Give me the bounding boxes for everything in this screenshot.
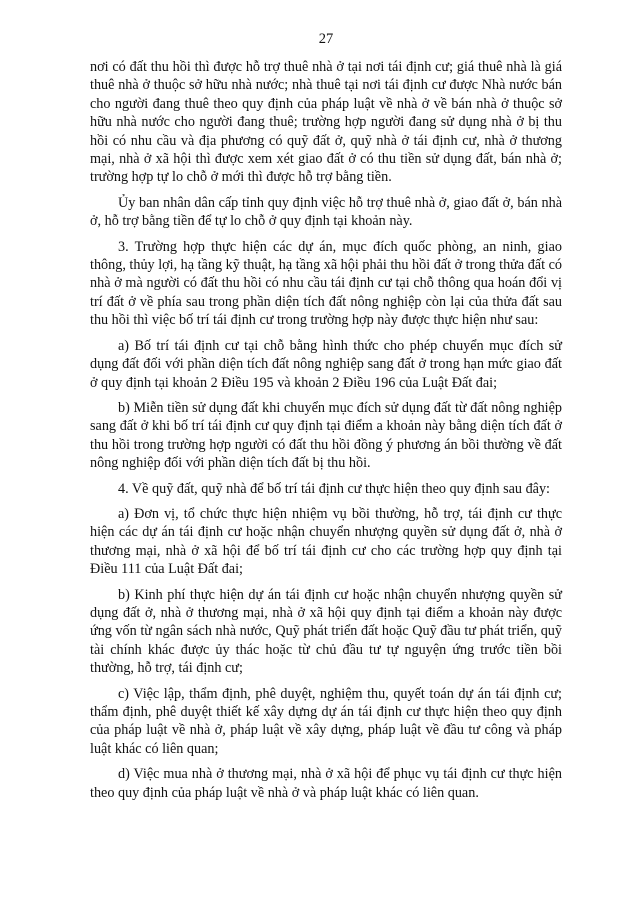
paragraph-clause-3: 3. Trường hợp thực hiện các dự án, mục đích quốc phòng, an ninh, giao thông, thủy lợi, hạ tầng kỹ thuật, hạ tầng xã hội phải thu hồi đất ở trong thửa đất có nhà ở mà người có đất thu hồi có nhu cầu tái định cư tại chỗ thông qua hoán đổi vị trí đất ở về phía sau trong phần diện tích đất nông nghiệp còn lại của thửa đất sau thu hồi thì việc bố trí tái định cư trong trường hợp này được thực hiện như sau: <box>90 238 562 329</box>
paragraph-clause-4a: a) Đơn vị, tổ chức thực hiện nhiệm vụ bồi thường, hỗ trợ, tái định cư thực hiện các dự án tái định cư hoặc nhận chuyển nhượng quyền sử dụng đất ở, nhà ở thương mại, nhà ở xã hội để bố trí tái định cư cho các trường hợp quy định tại Điều 111 của Luật Đất đai; <box>90 505 562 578</box>
paragraph-clause-3b: b) Miễn tiền sử dụng đất khi chuyển mục đích sử dụng đất từ đất nông nghiệp sang đất ở khi bố trí tái định cư quy định tại điểm a khoản này bằng diện tích đất ở thu hồi trong trường hợp người có đất thu hồi đồng ý phương án bồi thường về đất nông nghiệp đối với phần diện tích đất bị thu hồi. <box>90 399 562 472</box>
paragraph-clause-4b: b) Kinh phí thực hiện dự án tái định cư hoặc nhận chuyển nhượng quyền sử dụng đất ở, nhà ở thương mại, nhà ở xã hội quy định tại điểm a khoản này được ứng vốn từ ngân sách nhà nước, Quỹ phát triển đất hoặc Quỹ đầu tư phát triển, quỹ tài chính khác được ủy thác hoặc từ chủ đầu tư tự nguyện ứng trước tiền bồi thường, hỗ trợ, tái định cư; <box>90 586 562 677</box>
paragraph-clause-4c: c) Việc lập, thẩm định, phê duyệt, nghiệm thu, quyết toán dự án tái định cư; thẩm định, phê duyệt thiết kế xây dựng dự án tái định cư thực hiện theo quy định của pháp luật về nhà ở, pháp luật về xây dựng, pháp luật về đầu tư công và pháp luật khác có liên quan; <box>90 685 562 757</box>
paragraph-continuation: nơi có đất thu hồi thì được hỗ trợ thuê nhà ở tại nơi tái định cư; giá thuê nhà là giá thuê nhà ở thuộc sở hữu nhà nước; nhà thuê tại nơi tái định cư được Nhà nước bán cho người đang thuê theo quy định của pháp luật về nhà ở về bán nhà ở thuộc sở hữu nhà nước cho người đang thuê; trường hợp người đang sử dụng nhà ở bị thu hồi có nhu cầu và địa phương có quỹ đất ở, quỹ nhà ở tái định cư, nhà ở thương mại, nhà ở xã hội thì được xem xét giao đất ở có thu tiền sử dụng đất, bán nhà ở; trường hợp tự lo chỗ ở mới thì được hỗ trợ bằng tiền. <box>90 59 562 186</box>
paragraph-clause-4d: d) Việc mua nhà ở thương mại, nhà ở xã hội để phục vụ tái định cư thực hiện theo quy định của pháp luật về nhà ở và pháp luật khác có liên quan. <box>90 766 562 801</box>
paragraph-clause-4: 4. Về quỹ đất, quỹ nhà để bố trí tái định cư thực hiện theo quy định sau đây: <box>118 480 550 497</box>
paragraph-ubnd-provision: Ủy ban nhân dân cấp tỉnh quy định việc hỗ trợ thuê nhà ở, giao đất ở, bán nhà ở, hỗ trợ bằng tiền để tự lo chỗ ở quy định tại khoản này. <box>90 194 562 230</box>
paragraph-clause-3a: a) Bố trí tái định cư tại chỗ bằng hình thức cho phép chuyển mục đích sử dụng đất đối với phần diện tích đất nông nghiệp sang đất ở trong hạn mức giao đất ở quy định tại khoản 2 Điều 195 và khoản 2 Điều 196 của Luật Đất đai; <box>90 337 562 391</box>
page-number: 27 <box>318 31 334 47</box>
